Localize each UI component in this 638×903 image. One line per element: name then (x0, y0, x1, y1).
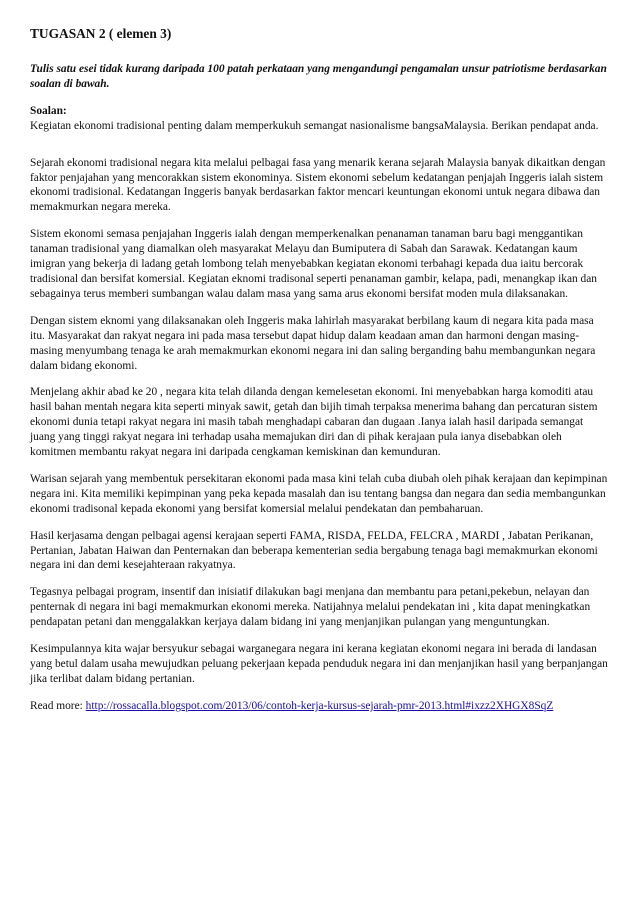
essay-paragraph-1: Sejarah ekonomi tradisional negara kita melalui pelbagai fasa yang menarik kerana sejarah Malaysia banyak dikaitkan dengan faktor penjajahan yang mencorakkan sistem ekonominya. Sistem ekonomi sebelum kedatangan penjajah Inggeris ialah sistem ekonomi tradisional. Kedatangan Inggeris banyak berdasarkan faktor mencari keuntungan ekonomi untuk negara dibawa dan memakmurkan negara mereka. (30, 156, 606, 214)
essay-paragraph-2: Sistem ekonomi semasa penjajahan Inggeris ialah dengan memperkenalkan penanaman tanaman baru bagi menggantikan tanaman tradisional yang diamalkan oleh masyarakat Melayu dan Bumiputera di Sabah dan Sarawak. Kedatangan kaum imigran yang bekerja di ladang getah lombong telah menyebabkan kegiatan ekonomi terbahagi kepada dua iaitu bercorak tradisional dan bersifat komersial. Kegiatan eknomi tradisonal seperti penanaman gambir, kelapa, padi, menangkap ikan dan sebagainya terus memberi sumbangan walau dalam masa yang sama arus ekonomi bersifat moden mula dilaksanakan. (30, 228, 597, 300)
question-label: Soalan: (30, 104, 67, 117)
read-more-link[interactable]: http://rossacalla.blogspot.com/2013/06/contoh-kerja-kursus-sejarah-pmr-2013.html#ixzz2XHGX8SqZ (85, 699, 554, 712)
essay-paragraph-7: Tegasnya pelbagai program, insentif dan inisiatif dilakukan bagi menjana dan membantu para petani,pekebun, nelayan dan penternak di negara ini bagi memakmurkan ekonomi mereka. Natijahnya melalui pendekatan ini , kita dapat meningkatkan pendapatan petani dan menggalakkan kerjaya dalam bidang ini yang menjanjikan pulangan yang menguntungkan. (30, 586, 591, 629)
essay-paragraph-3: Dengan sistem eknomi yang dilaksanakan oleh Inggeris maka lahirlah masyarakat berbilang kaum di negara kita pada masa itu. Masyarakat dan rakyat negara ini pada masa tersebut dapat hidup dalam keadaan aman dan harmoni dengan masing-masing menyumbang tenaga ke arah memakmurkan ekonomi negara ini dan saling berganding bahu membangunkan negara dalam bidang ekonomi. (30, 314, 596, 372)
essay-paragraph-8: Kesimpulannya kita wajar bersyukur sebagai warganegara negara ini kerana kegiatan ekonomi negara ini berada di landasan yang betul dalam usaha mewujudkan peluang pekerjaan kepada penduduk negara ini dan menjanjikan hasil yang berpanjangan jika terlibat dalam bidang pertanian. (30, 643, 608, 685)
document-title: TUGASAN 2 ( elemen 3) (30, 26, 172, 41)
read-more-label: Read more: (30, 699, 86, 712)
assignment-instruction: Tulis satu esei tidak kurang daripada 100 patah perkataan yang mengandungi pengamalan unsur patriotisme berdasarkan soalan di bawah. (30, 63, 607, 90)
question-text: Kegiatan ekonomi tradisional penting dalam memperkukuh semangat nasionalisme bangsaMalaysia. Berikan pendapat anda. (30, 119, 599, 132)
essay-paragraph-6: Hasil kerjasama dengan pelbagai agensi kerajaan seperti FAMA, RISDA, FELDA, FELCRA , MARDI , Jabatan Perikanan, Pertanian, Jabatan Haiwan dan Penternakan dan beberapa kementerian sedia bergabung tenaga bagi memakmurkan ekonomi negara ini dan demi kesejahteraan rakyatnya. (30, 529, 598, 572)
essay-paragraph-5: Warisan sejarah yang membentuk persekitaran ekonomi pada masa kini telah cuba diubah oleh pihak kerajaan dan kepimpinan negara ini. Kita memiliki kepimpinan yang peka kepada masalah dan isu tentang bangsa dan negara dan sedia membangunkan ekonomi tradisonal kepada ekonomi yang bersifat komersial melalui pendekatan dan pembaharuan. (30, 472, 608, 515)
read-more (30, 699, 608, 714)
essay-paragraph-4: Menjelang akhir abad ke 20 , negara kita telah dilanda dengan kemelesetan ekonomi. Ini menyebabkan harga komoditi atau hasil bahan mentah negara kita seperti minyak sawit, getah dan bijih timah terpaksa menerima bahang dan percaturan sistem ekonomi dunia tetapi rakyat negara ini masih tabah menghadapi cabaran dan dugaan .Ianya ialah hasil daripada semangat juang yang tinggi rakyat negara ini terhadap usaha memajukan diri dan di pihak kerajaan pula ianya disebabkan oleh komitmen membantu rakyat negara ini daripada cengkaman kemiskinan dan kemunduran. (30, 386, 598, 459)
